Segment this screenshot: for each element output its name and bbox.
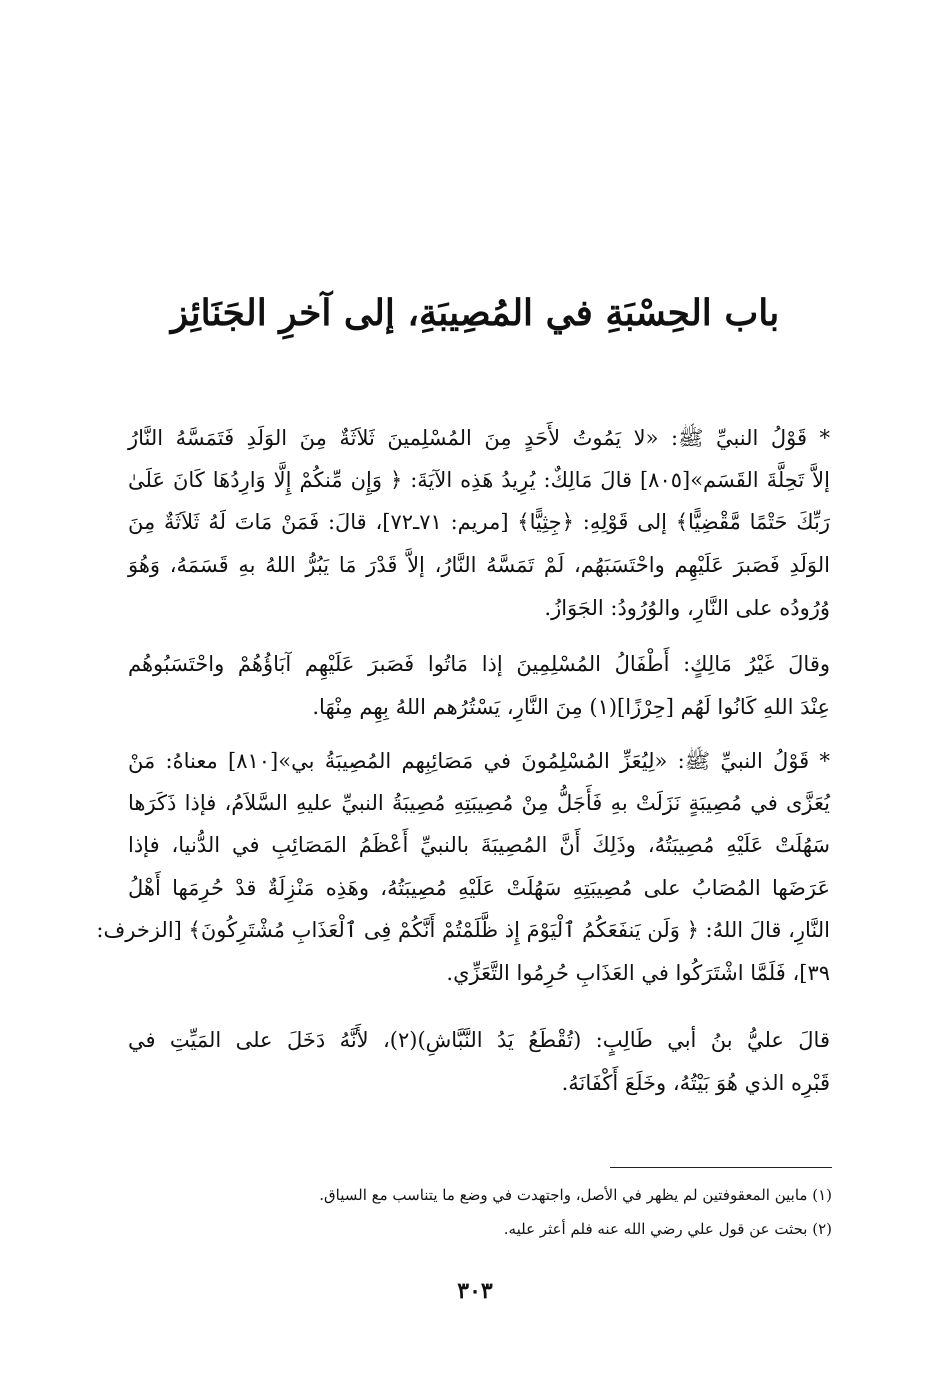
text-line: إلاَّ تَحِلَّةَ القَسَم»[٨٠٥] قالَ مَالِكٌ: يُرِيدُ هَذِه الآيَةَ: ﴿ وَإِن مِّنكُمْ إِلَّا وَارِدُهَا كَانَ عَلَىٰ — [128, 468, 830, 492]
text-line: * قَوْلُ النبيِّ ﷺ: «لِيُعَزِّ المُسْلِمُونَ في مَصَائِبِهم المُصِيبَةُ بي»[٨١٠] معناهُ: مَنْ — [128, 749, 830, 773]
text-line: عِنْدَ اللهِ كَانُوا لَهُم [حِرْزًا](١) مِنَ النَّارِ، يَسْتُرُهم اللهُ بِهِم مِنْهَا. — [312, 695, 830, 719]
page-number: ٣٠٣ — [457, 1278, 493, 1304]
text-line: ٣٩]، فَلَمَّا اشْتَرَكُوا في العَذَابِ حُرِمُوا التَّعَزِّي. — [446, 961, 830, 985]
footnote-2: (٢) بحثت عن قول علي رضي الله عنه فلم أعثر عليه. — [503, 1220, 832, 1238]
chapter-title: باب الحِسْبَةِ في المُصِيبَةِ، إلى آخرِ الجَنَائِز — [170, 292, 780, 334]
text-line: الوَلَدِ فَصَبرَ عَلَيْهِم واحْتَسَبَهُم، لَمْ تَمَسَّهُ النَّارُ، إلاَّ قَدْرَ مَا يَبُرُّ اللهُ بهِ قَسَمَهُ، وَهُوَ — [128, 553, 830, 577]
text-line: وقالَ غَيْرُ مَالِكٍ: أَطْفَالُ المُسْلِمِينَ إذا مَاتُوا فَصَبرَ عَلَيْهِم آبَاؤُهُمْ واحْتَسَبُوهُم — [128, 652, 830, 676]
footnote-1: (١) مابين المعقوفتين لم يظهر في الأصل، واجتهدت في وضع ما يتناسب مع السياق. — [319, 1186, 832, 1204]
text-line: قَبْرِه الذي هُوَ بَيْتُهُ، وخَلَعَ أَكْفَانَهُ. — [561, 1071, 830, 1095]
footnote-divider — [610, 1167, 832, 1168]
text-line: رَبِّكَ حَتْمًا مَّقْضِيًّا﴾ إلى قَوْلِهِ: ﴿جِثِيًّا﴾ [مريم: ٧١ـ٧٢]، قالَ: فَمَنْ مَاتَ لَهُ ثَلاَثَةٌ مِنَ — [128, 510, 830, 534]
text-line: * قَوْلُ النبيِّ ﷺ: «لا يَمُوتُ لأَحَدٍ مِنَ المُسْلِمينَ ثَلاَثَةٌ مِنَ الوَلَدِ فَتَمَسَّهُ النَّارُ — [128, 426, 830, 450]
text-line: عَرَضَها المُصَابُ على مُصِيبَتِهِ سَهُلَتْ عَلَيْهِ مُصِيبَتُهُ، وهَذِه مَنْزِلَةٌ قدْ حُرِمَها أَهْلُ — [128, 876, 830, 900]
text-line: النَّارِ، قالَ اللهُ: ﴿ وَلَن يَنفَعَكُمُ ٱلْيَوْمَ إِذ ظَّلَمْتُمْ أَنَّكُمْ فِى ٱلْعَذَابِ مُشْتَرِكُونَ﴾ [الزخرف: — [96, 918, 830, 942]
text-line: قالَ عليُّ بنُ أبي طَالِبٍ: (تُقْطَعُ يَدُ النَّبَّاشِ)(٢)، لأَنَّهُ دَخَلَ على المَيِّتِ في — [128, 1028, 830, 1052]
text-line: وُرُودُه على النَّارِ، والوُرُودُ: الجَوَازُ. — [544, 596, 830, 620]
text-line: سَهُلَتْ عَلَيْهِ مُصِيبَتُهُ، وذَلِكَ أَنَّ المُصِيبَةَ بالنبيِّ أَعْظَمُ المَصَائِبِ في الدُّنيا، فإذا — [128, 833, 830, 857]
text-line: يُعَزَّى في مُصِيبَةٍ نَزَلَتْ بهِ فَأَجَلُّ مِنْ مُصِيبَتِهِ مُصِيبَةُ النبيِّ عليهِ السَّلاَمُ، فإذا ذَكَرَها — [128, 791, 830, 815]
